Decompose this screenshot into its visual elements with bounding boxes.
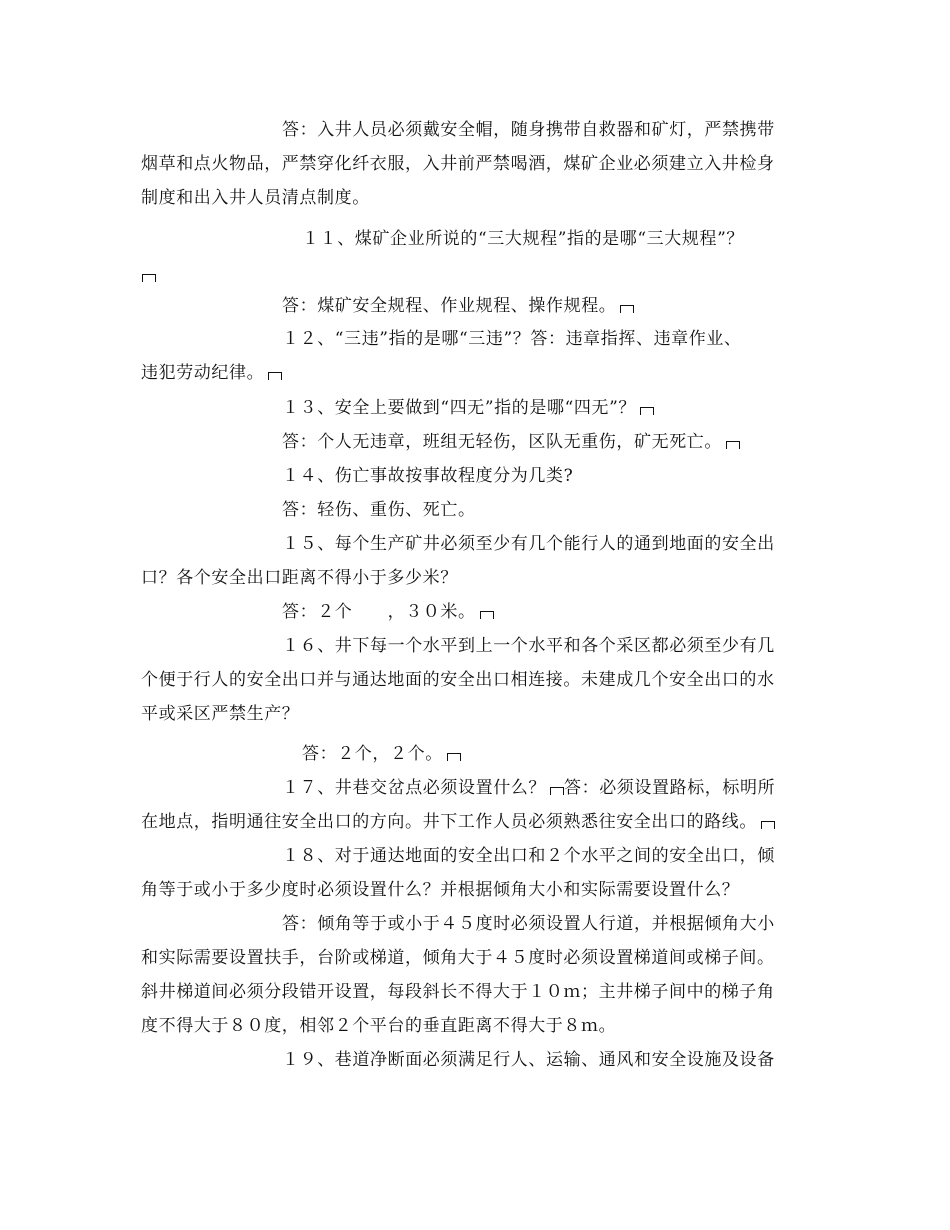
tab-mark-icon bbox=[480, 611, 494, 619]
answer-line bbox=[141, 811, 775, 833]
answer-18-cont: 斜井梯道间必须分段错开设置，每段斜长不得大于１０ｍ；主井梯子间中的梯子角 bbox=[141, 982, 775, 1002]
answer-18: 答：倾角等于或小于４５度时必须设置人行道，并根据倾角大小 bbox=[282, 914, 775, 934]
tab-mark-icon bbox=[268, 372, 282, 380]
paragraph-line: 烟草和点火物品，严禁穿化纤衣服，入井前严禁喝酒，煤矿企业必须建立入井检身 bbox=[141, 154, 775, 174]
question-15-cont: 口？各个安全出口距离不得小于多少米？ bbox=[141, 568, 458, 588]
question-18-cont: 角等于或小于多少度时必须设置什么？并根据倾角大小和实际需要设置什么？ bbox=[141, 880, 740, 900]
question-15: １５、每个生产矿井必须至少有几个能行人的通到地面的安全出 bbox=[282, 534, 775, 554]
answer-line bbox=[282, 601, 494, 623]
answer-17: 答：必须设置路标，标明所 bbox=[564, 778, 776, 798]
answer-12: 违犯劳动纪律。 bbox=[141, 363, 265, 383]
answer-line bbox=[302, 743, 461, 765]
tab-mark-icon bbox=[726, 441, 740, 449]
answer-14: 答：轻伤、重伤、死亡。 bbox=[282, 500, 476, 520]
answer-15: 答：２个 ，３０米。 bbox=[282, 602, 476, 622]
answer-line bbox=[141, 362, 282, 384]
question-11: １１、煤矿企业所说的“三大规程”指的是哪“三大规程”？ bbox=[302, 229, 744, 249]
answer-11: 答：煤矿安全规程、作业规程、操作规程。 bbox=[282, 296, 617, 316]
question-16: １６、井下每一个水平到上一个水平和各个采区都必须至少有几 bbox=[282, 636, 775, 656]
answer-16: 答：２个，２个。 bbox=[302, 744, 443, 764]
question-17: １７、井巷交岔点必须设置什么？ bbox=[282, 778, 546, 798]
answer-line bbox=[282, 431, 740, 453]
question-14: １４、伤亡事故按事故程度分为几类? bbox=[282, 466, 574, 486]
answer-13: 答：个人无违章，班组无轻伤，区队无重伤，矿无死亡。 bbox=[282, 432, 722, 452]
question-19: １９、巷道净断面必须满足行人、运输、通风和安全设施及设备 bbox=[282, 1050, 775, 1070]
answer-17-cont: 在地点，指明通往安全出口的方向。井下工作人员必须熟悉往安全出口的路线。 bbox=[141, 812, 757, 832]
answer-18-cont: 和实际需要设置扶手，台阶或梯道，倾角大于４５度时必须设置梯道间或梯子间。 bbox=[141, 948, 775, 968]
tab-mark-icon bbox=[447, 753, 461, 761]
question-13: １３、安全上要做到“四无”指的是哪“四无”？ bbox=[282, 398, 636, 418]
question-line bbox=[282, 777, 775, 799]
question-line bbox=[282, 397, 654, 419]
tab-mark-icon bbox=[640, 407, 654, 415]
question-12: １２、“三违”指的是哪“三违”？答：违章指挥、违章作业、 bbox=[282, 329, 742, 349]
tab-mark-icon bbox=[142, 274, 156, 282]
paragraph-line: 制度和出入井人员清点制度。 bbox=[141, 188, 370, 208]
tab-mark-icon bbox=[620, 305, 634, 313]
question-18: １８、对于通达地面的安全出口和２个水平之间的安全出口，倾 bbox=[282, 846, 775, 866]
question-16-cont: 平或采区严禁生产？ bbox=[141, 704, 300, 724]
tab-mark-icon bbox=[550, 787, 564, 795]
question-16-cont: 个便于行人的安全出口并与通达地面的安全出口相连接。未建成几个安全出口的水 bbox=[141, 670, 775, 690]
tab-mark-icon bbox=[761, 821, 775, 829]
paragraph-line: 答：入井人员必须戴安全帽，随身携带自救器和矿灯，严禁携带 bbox=[282, 120, 775, 140]
answer-line bbox=[282, 295, 634, 317]
answer-18-cont: 度不得大于８０度，相邻２个平台的垂直距离不得大于８ｍ。 bbox=[141, 1016, 617, 1036]
